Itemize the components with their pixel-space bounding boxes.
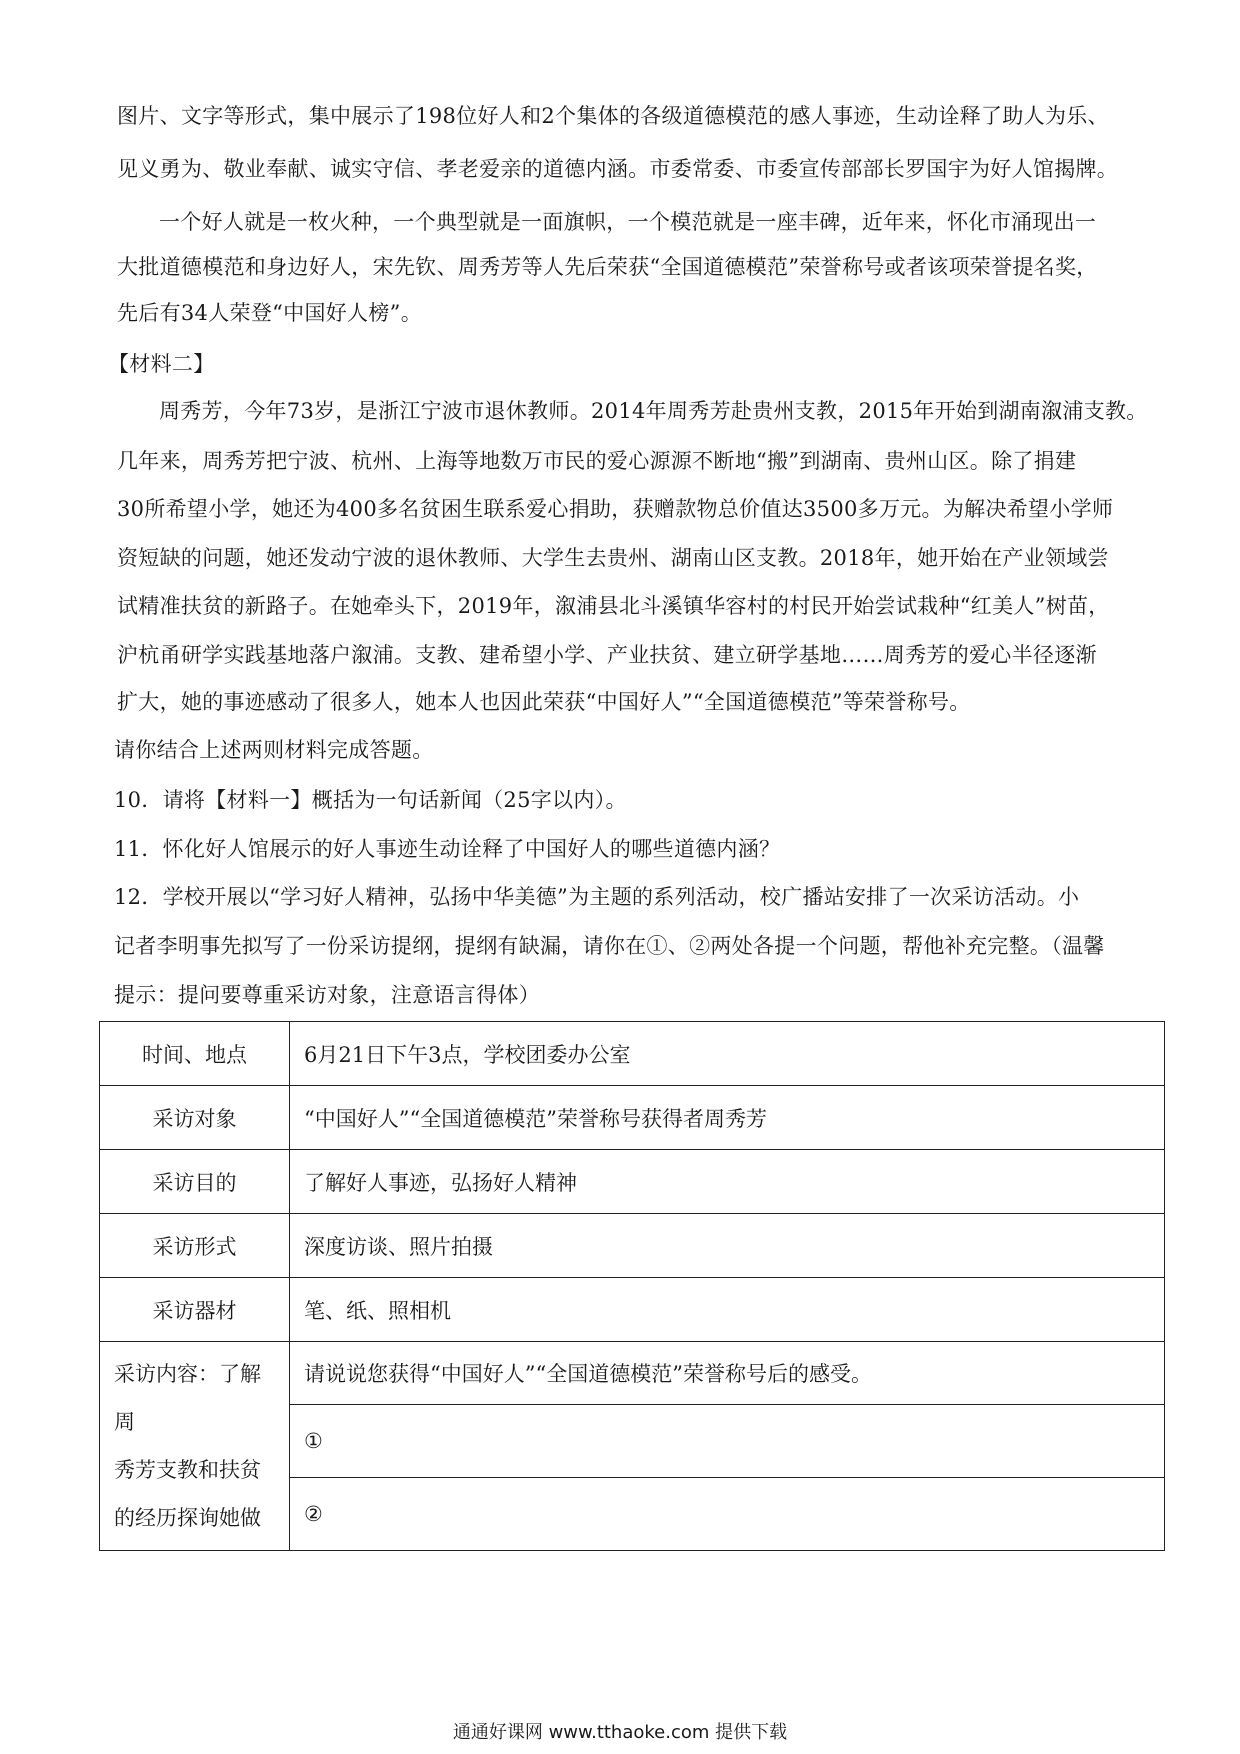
content-item-blank-1[interactable]: ①: [290, 1405, 1165, 1478]
row-label-purpose: 采访目的: [100, 1150, 290, 1214]
table-row: [100, 1150, 1165, 1214]
material1-line-5: 先后有34人荣登“中国好人榜”。: [117, 301, 422, 325]
table-row: [100, 1086, 1165, 1150]
content-label-line-3: 的经历探询她做: [114, 1506, 261, 1530]
question-12-line-3: 提示：提问要尊重采访对象，注意语言得体）: [114, 983, 540, 1007]
table-row: [100, 1278, 1165, 1342]
material2-line-7: 扩大，她的事迹感动了很多人，她本人也因此荣获“中国好人”“全国道德模范”等荣誉称号。: [117, 690, 971, 714]
content-label-line-2: 秀芳支教和扶贫: [114, 1458, 261, 1482]
row-value-time-place: 6月21日下午3点，学校团委办公室: [290, 1022, 1165, 1086]
material2-line-6: 沪杭甬研学实践基地落户溆浦。支教、建希望小学、产业扶贫、建立研学基地……周秀芳的爱心半径逐渐: [117, 643, 1097, 667]
instruction: 请你结合上述两则材料完成答题。: [114, 738, 434, 762]
table-row: [100, 1022, 1165, 1086]
material1-line-1: 图片、文字等形式，集中展示了198位好人和2个集体的各级道德模范的感人事迹，生动诠释了助人为乐、: [117, 104, 1109, 128]
row-label-time-place: 时间、地点: [100, 1022, 290, 1086]
material2-heading: 【材料二】: [108, 352, 215, 376]
material1-line-3: 一个好人就是一枚火种，一个典型就是一面旗帜，一个模范就是一座丰碑，近年来，怀化市涌现出一: [159, 210, 1097, 234]
material1-line-2: 见义勇为、敬业奉献、诚实守信、孝老爱亲的道德内涵。市委常委、市委宣传部部长罗国宇为好人馆揭牌。: [117, 157, 1119, 181]
content-label-line-1: 采访内容：了解周: [114, 1362, 261, 1434]
page-footer: 通通好课网 www.tthaoke.com 提供下载: [452, 1722, 788, 1743]
row-label-interviewee: 采访对象: [100, 1086, 290, 1150]
material2-line-1: 周秀芳，今年73岁，是浙江宁波市退休教师。2014年周秀芳赴贵州支教，2015年开始到湖南溆浦支教。: [159, 399, 1148, 423]
material2-line-2: 几年来，周秀芳把宁波、杭州、上海等地数万市民的爱心源源不断地“搬”到湖南、贵州山区。除了捐建: [117, 449, 1077, 473]
row-value-interviewee: “中国好人”“全国道德模范”荣誉称号获得者周秀芳: [290, 1086, 1165, 1150]
row-value-purpose: 了解好人事迹，弘扬好人精神: [290, 1150, 1165, 1214]
content-item-blank-2[interactable]: ②: [290, 1478, 1165, 1551]
table-row: [100, 1342, 1165, 1405]
row-value-equipment: 笔、纸、照相机: [290, 1278, 1165, 1342]
question-12-line-1: 12．学校开展以“学习好人精神，弘扬中华美德”为主题的系列活动，校广播站安排了一次采访活动。小: [114, 885, 1080, 909]
material2-line-5: 试精准扶贫的新路子。在她牵头下，2019年，溆浦县北斗溪镇华容村的村民开始尝试栽种“红美人”树苗，: [117, 594, 1110, 618]
row-value-format: 深度访谈、照片拍摄: [290, 1214, 1165, 1278]
content-item-feelings: 请说说您获得“中国好人”“全国道德模范”荣誉称号后的感受。: [290, 1342, 1165, 1405]
row-label-format: 采访形式: [100, 1214, 290, 1278]
table-row: [100, 1214, 1165, 1278]
row-label-content: [100, 1342, 290, 1551]
question-11: 11．怀化好人馆展示的好人事迹生动诠释了中国好人的哪些道德内涵？: [114, 837, 781, 861]
row-label-equipment: 采访器材: [100, 1278, 290, 1342]
question-10: 10．请将【材料一】概括为一句话新闻（25字以内）。: [114, 788, 627, 812]
interview-outline-table: [99, 1021, 1165, 1551]
question-12-line-2: 记者李明事先拟写了一份采访提纲，提纲有缺漏，请你在①、②两处各提一个问题，帮他补充完整。（温馨: [114, 934, 1105, 958]
material2-line-4: 资短缺的问题，她还发动宁波的退休教师、大学生去贵州、湖南山区支教。2018年，她开始在产业领域尝: [117, 546, 1109, 570]
material1-line-4: 大批道德模范和身边好人，宋先钦、周秀芳等人先后荣获“全国道德模范”荣誉称号或者该项荣誉提名奖，: [117, 255, 1098, 279]
material2-line-3: 30所希望小学，她还为400多名贫困生联系爱心捐助，获赠款物总价值达3500多万元。为解决希望小学师: [117, 497, 1114, 521]
